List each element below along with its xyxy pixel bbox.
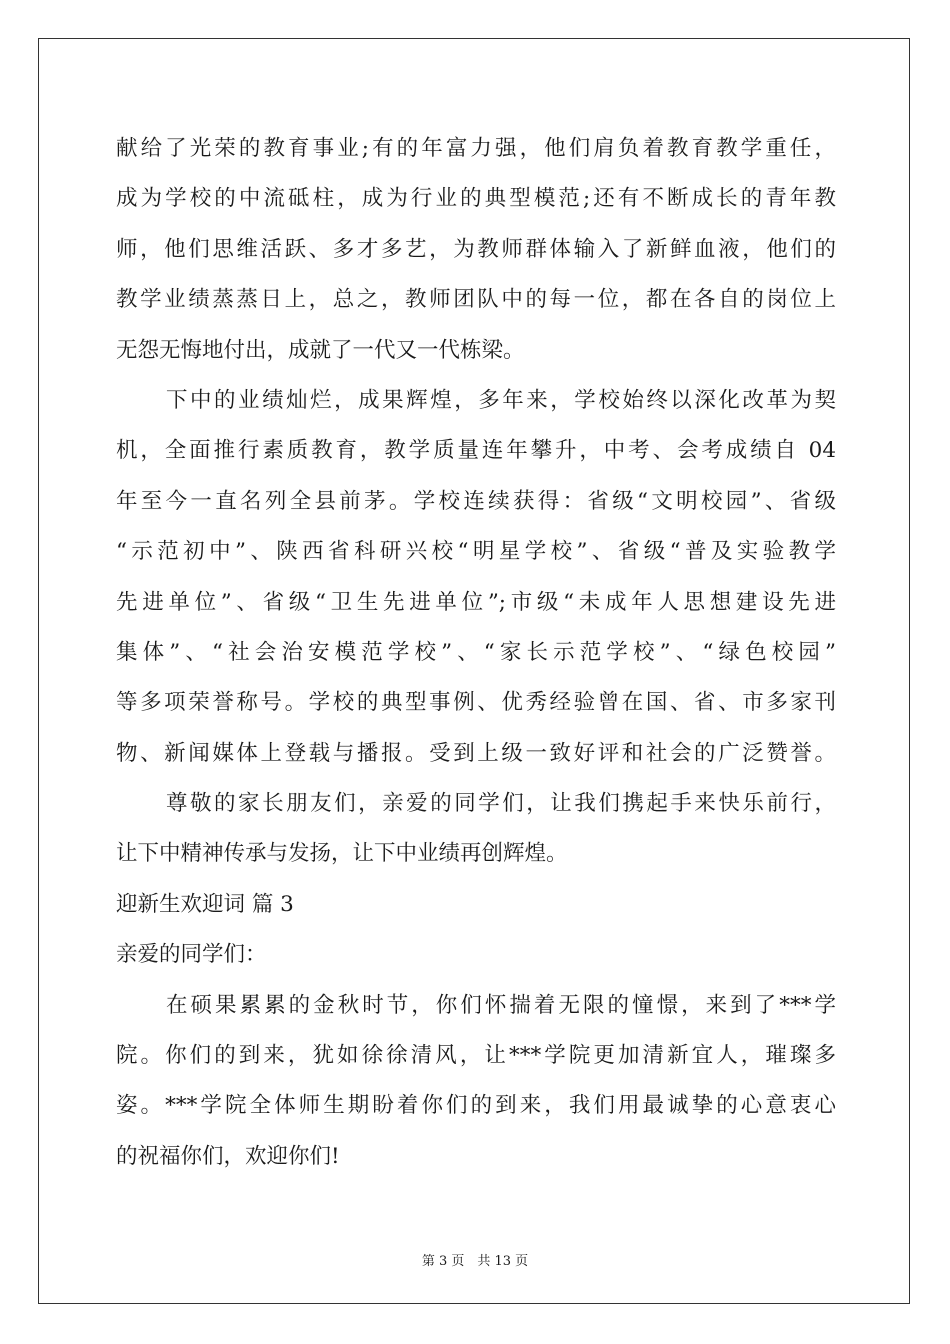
text-line: 的祝福你们，欢迎你们!: [116, 1143, 340, 1169]
text-line: 教学业绩蒸蒸日上，总之，教师团队中的每一位，都在各自的岗位上: [116, 287, 836, 313]
text-line: 年至今一直名列全县前茅。学校连续获得：省级“文明校园”、省级: [116, 488, 836, 514]
text-line: 先进单位”、省级“卫生先进单位”;市级“未成年人思想建设先进: [116, 589, 836, 615]
salutation: 亲爱的同学们：: [116, 942, 267, 968]
text-line: 让下中精神传承与发扬，让下中业绩再创辉煌。: [116, 841, 568, 867]
section-heading: 迎新生欢迎词 篇 3: [116, 891, 294, 917]
paragraph-start-line: 下中的业绩灿烂，成果辉煌，多年来，学校始终以深化改革为契: [166, 387, 836, 413]
text-line: 师，他们思维活跃、多才多艺，为教师群体输入了新鲜血液，他们的: [116, 236, 836, 262]
text-line: 机，全面推行素质教育，教学质量连年攀升，中考、会考成绩自 04: [116, 438, 836, 464]
text-line: 院。你们的到来，犹如徐徐清风，让***学院更加清新宜人，璀璨多: [116, 1043, 836, 1069]
text-line: 无怨无悔地付出，成就了一代又一代栋梁。: [116, 337, 525, 363]
text-line: 献给了光荣的教育事业;有的年富力强，他们肩负着教育教学重任，: [116, 136, 836, 161]
text-line: 物、新闻媒体上登载与播报。受到上级一致好评和社会的广泛赞誉。: [116, 740, 836, 766]
paragraph-start-line: 尊敬的家长朋友们，亲爱的同学们，让我们携起手来快乐前行，: [166, 791, 836, 817]
paragraph-start-line: 在硕果累累的金秋时节，你们怀揣着无限的憧憬，来到了***学: [166, 992, 836, 1018]
text-line: 成为学校的中流砥柱，成为行业的典型模范;还有不断成长的青年教: [116, 186, 836, 212]
text-line: 集体”、“社会治安模范学校”、“家长示范学校”、“绿色校园”: [116, 639, 836, 665]
text-line: 等多项荣誉称号。学校的典型事例、优秀经验曾在国、省、市多家刊: [116, 690, 836, 716]
page-number-footer: 第 3 页 共 13 页: [421, 1254, 529, 1269]
text-line: 姿。***学院全体师生期盼着你们的到来，我们用最诚挚的心意衷心: [116, 1093, 836, 1119]
text-line: “示范初中”、陕西省科研兴校“明星学校”、省级“普及实验教学: [116, 539, 836, 565]
document-body: [116, 124, 836, 1182]
